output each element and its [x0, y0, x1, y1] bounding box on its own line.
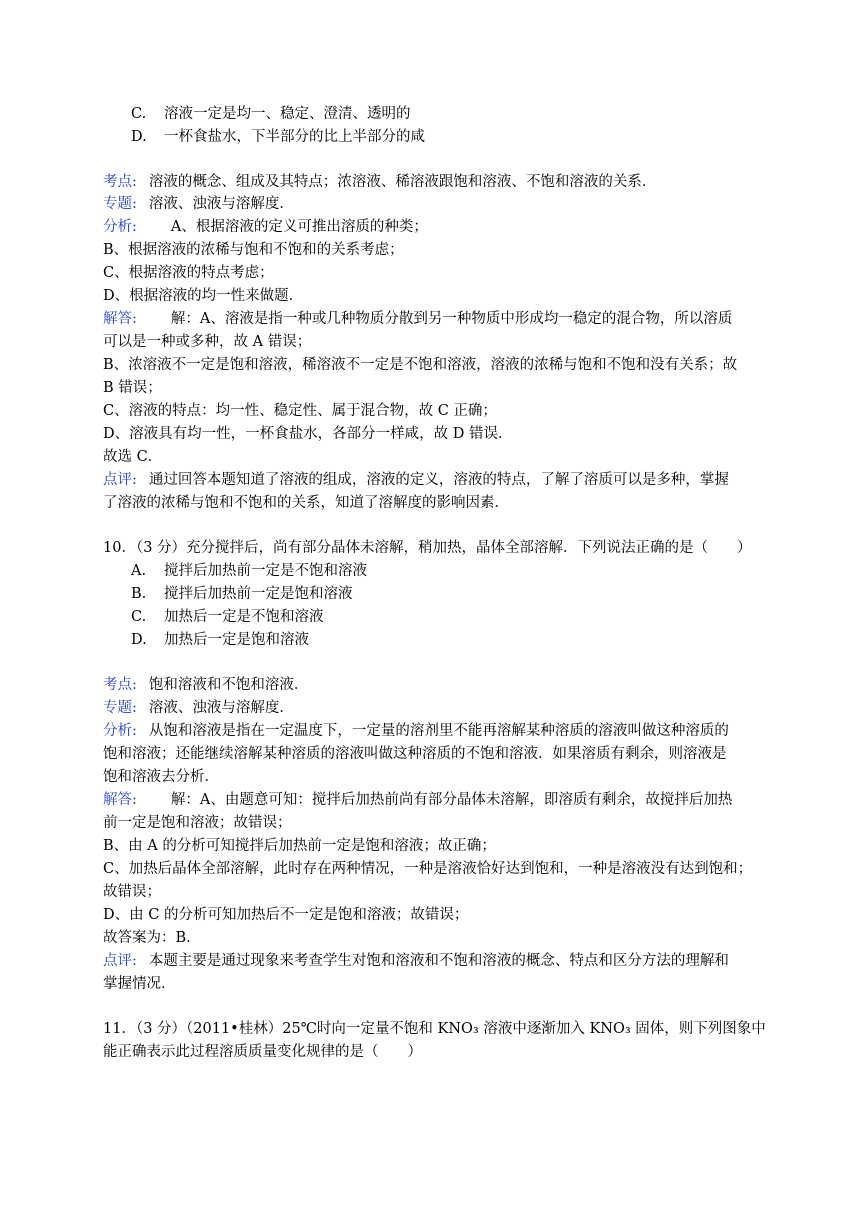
- q9-jieda-line: D、溶液具有均一性，一杯食盐水，各部分一样咸，故 D 错误．: [103, 426, 513, 442]
- q9-option-d: D. 一杯食盐水，下半部分的比上半部分的咸: [131, 129, 425, 145]
- q10-jieda-line: 故错误；: [103, 884, 161, 900]
- q11-stem: 11．（3 分）（2011•桂林）25℃时向一定量不饱和 KNO₃ 溶液中逐渐加入 KNO₃ 固体，则下列图象中: [103, 1021, 766, 1037]
- q9-fenxi-line: D、根据溶液的均一性来做题．: [103, 288, 304, 304]
- q10-dianping: 点评: 本题主要是通过现象来考查学生对饱和溶液和不饱和溶液的概念、特点和区分方法的理解和: [103, 953, 729, 969]
- q10-fenxi-line: 饱和溶液去分析．: [103, 769, 219, 785]
- q9-jieda-line: 故选 C．: [103, 449, 163, 465]
- q9-fenxi: 分析: A、根据溶液的定义可推出溶质的种类；: [103, 219, 428, 235]
- q9-dianping-line: 了溶液的浓稀与饱和不饱和的关系，知道了溶解度的影响因素．: [103, 495, 509, 511]
- q9-kaodian: 考点: 溶液的概念、组成及其特点；浓溶液、稀溶液跟饱和溶液、不饱和溶液的关系．: [103, 174, 657, 190]
- q10-dianping-line: 掌握情况．: [103, 976, 176, 992]
- q10-option-c: C. 加热后一定是不饱和溶液: [131, 609, 324, 625]
- q9-dianping: 点评: 通过回答本题知道了溶液的组成，溶液的定义，溶液的特点，了解了溶质可以是多种，掌握: [103, 472, 729, 488]
- q10-option-d: D. 加热后一定是饱和溶液: [131, 632, 309, 648]
- q10-jieda: 解答: 解：A、由题意可知：搅拌后加热前尚有部分晶体未溶解，即溶质有剩余，故搅拌后加热: [103, 792, 733, 808]
- q9-jieda-line: C、溶液的特点：均一性、稳定性、属于混合物，故 C 正确；: [103, 403, 497, 419]
- q10-zhuanti: 专题: 溶液、浊液与溶解度．: [103, 700, 294, 716]
- q9-jieda-line: B 错误；: [103, 380, 162, 396]
- q9-fenxi-line: C、根据溶液的特点考虑；: [103, 265, 274, 281]
- q10-jieda-line: C、加热后晶体全部溶解，此时存在两种情况，一种是溶液恰好达到饱和，一种是溶液没有达到饱和；: [103, 861, 753, 877]
- q10-jieda-line: 故答案为：B．: [103, 930, 201, 946]
- q10-jieda-line: B、由 A 的分析可知搅拌后加热前一定是饱和溶液；故正确；: [103, 838, 496, 854]
- q9-jieda-line: B、浓溶液不一定是饱和溶液，稀溶液不一定是不饱和溶液，溶液的浓稀与饱和不饱和没有关系；故: [103, 357, 738, 373]
- q10-fenxi: 分析: 从饱和溶液是指在一定温度下，一定量的溶剂里不能再溶解某种溶质的溶液叫做这种溶质的: [103, 723, 729, 739]
- q9-jieda-line: 可以是一种或多种，故 A 错误；: [103, 334, 312, 350]
- q9-jieda: 解答: 解：A、溶液是指一种或几种物质分散到另一种物质中形成均一稳定的混合物，所以溶质: [103, 311, 733, 327]
- q9-fenxi-line: B、根据溶液的浓稀与饱和不饱和的关系考虑；: [103, 242, 404, 258]
- q9-option-c: C. 溶液一定是均一、稳定、澄清、透明的: [131, 106, 411, 122]
- q10-fenxi-line: 饱和溶液；还能继续溶解某种溶质的溶液叫做这种溶质的不饱和溶液．如果溶质有剩余，则溶液是: [103, 746, 727, 762]
- q10-option-b: B. 搅拌后加热前一定是饱和溶液: [131, 586, 353, 602]
- q10-jieda-line: 前一定是饱和溶液；故错误；: [103, 815, 292, 831]
- q9-zhuanti: 专题: 溶液、浊液与溶解度．: [103, 196, 294, 212]
- q10-stem: 10．（3 分）充分搅拌后，尚有部分晶体未溶解，稍加热，晶体全部溶解．下列说法正确的是（ ）: [103, 540, 752, 556]
- q11-stem-line: 能正确表示此过程溶质质量变化规律的是（ ）: [103, 1044, 422, 1060]
- q10-jieda-line: D、由 C 的分析可知加热后不一定是饱和溶液；故错误；: [103, 907, 469, 923]
- q10-kaodian: 考点: 饱和溶液和不饱和溶液．: [103, 677, 309, 693]
- q10-option-a: A. 搅拌后加热前一定是不饱和溶液: [131, 563, 367, 579]
